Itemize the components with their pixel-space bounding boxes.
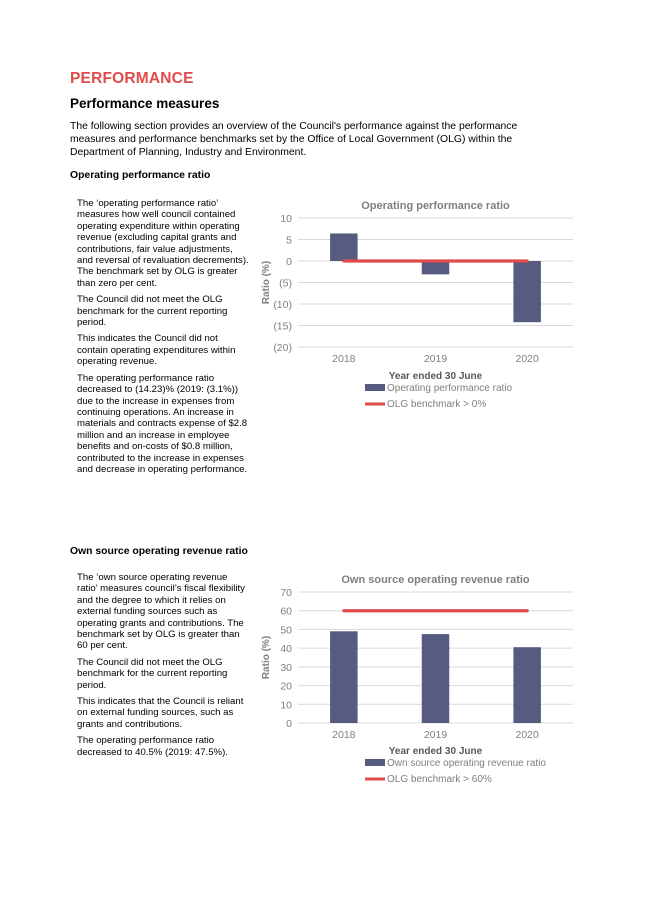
page-subheading: Performance measures	[70, 96, 220, 111]
legend-swatch-bar	[365, 384, 385, 391]
bar-2020	[513, 647, 541, 723]
y-tick-label: 70	[280, 587, 292, 599]
legend-label-benchmark: OLG benchmark > 0%	[387, 399, 487, 410]
y-tick-label: (10)	[273, 299, 292, 311]
chart-title: Operating performance ratio	[361, 200, 510, 212]
x-tick-label: 2020	[515, 353, 539, 365]
section-title-operating-performance: Operating performance ratio	[70, 170, 211, 181]
y-tick-label: 5	[286, 234, 292, 247]
paragraph: The operating performance ratio decreased to (14.23)% (2019: (3.1%)) due to the increase in expenses from continuing operations. An increase in materials and contracts expense of $2.8 million and an increase in employee benefits and on-costs of $0.8 million, contributed to the increase in expenses and decrease in operating performance.	[77, 372, 248, 475]
x-tick-label: 2019	[423, 353, 448, 365]
y-tick-label: 40	[280, 643, 292, 656]
page-heading: PERFORMANCE	[70, 70, 194, 87]
bar-2019	[422, 261, 450, 274]
y-tick-label: (5)	[279, 277, 292, 290]
own-source-revenue-chart	[255, 568, 585, 798]
y-tick-label: 50	[280, 624, 292, 637]
legend-label-bar: Operating performance ratio	[387, 383, 513, 394]
y-tick-label: 10	[280, 699, 292, 712]
legend-swatch-bar	[365, 759, 385, 766]
paragraph: The operating performance ratio decreased to 40.5% (2019: 47.5%).	[77, 735, 228, 758]
x-tick-label: 2018	[332, 353, 356, 365]
operating-performance-chart	[255, 192, 585, 424]
x-axis-label: Year ended 30 June	[388, 371, 483, 382]
y-tick-label: 10	[280, 213, 292, 225]
x-tick-label: 2018	[332, 729, 356, 741]
chart-title: Own source operating revenue ratio	[341, 574, 530, 586]
y-tick-label: 20	[280, 680, 292, 693]
paragraph: The ‘own source operating revenue ratio’ measures council’s fiscal flexibility and the degree to which it relies on external funding sources such as operating grants and contributions. The benchmark set by OLG is greater than 60 per cent.	[77, 572, 245, 652]
bar-2019	[422, 634, 450, 723]
section-title-own-source: Own source operating revenue ratio	[70, 546, 248, 557]
x-axis-label: Year ended 30 June	[388, 746, 483, 757]
paragraph: This indicates the Council did not contain operating expenditures within operating revenue.	[77, 333, 236, 368]
bar-2018	[330, 631, 358, 723]
legend-label-bar: Own source operating revenue ratio	[387, 758, 546, 769]
y-tick-label: 0	[286, 256, 292, 268]
x-tick-label: 2019	[423, 729, 448, 741]
x-tick-label: 2020	[515, 729, 539, 741]
intro-paragraph: The following section provides an overview of the Council's performance against the performance measures and performance benchmarks set by the Office of Local Government (OLG) within the Department of Planning, Industry and Environment.	[70, 121, 518, 158]
y-tick-label: 0	[286, 718, 292, 730]
y-tick-label: 60	[280, 605, 292, 618]
section-text-operating-performance	[77, 198, 249, 480]
paragraph: The Council did not meet the OLG benchmark for the current reporting period.	[77, 656, 228, 691]
section-text-own-source	[77, 572, 249, 763]
bar-2020	[513, 261, 541, 322]
y-tick-label: (15)	[273, 320, 292, 333]
paragraph: This indicates that the Council is reliant on external funding sources, such as grants and contributions.	[77, 696, 244, 730]
bar-2018	[330, 233, 358, 261]
y-axis-label: Ratio (%)	[261, 635, 272, 680]
y-tick-label: 30	[280, 661, 292, 674]
legend-label-benchmark: OLG benchmark > 60%	[387, 774, 492, 785]
paragraph: The ‘operating performance ratio’ measures how well council contained operating expenditure within operating revenue (excluding capital grants and contributions, fair value adjustments, and reversal of revaluation decrements). The benchmark set by OLG is greater than zero per cent.	[77, 198, 249, 289]
paragraph: The Council did not meet the OLG benchmark for the current reporting period.	[77, 294, 228, 329]
y-axis-label: Ratio (%)	[261, 260, 272, 305]
y-tick-label: (20)	[273, 342, 292, 354]
